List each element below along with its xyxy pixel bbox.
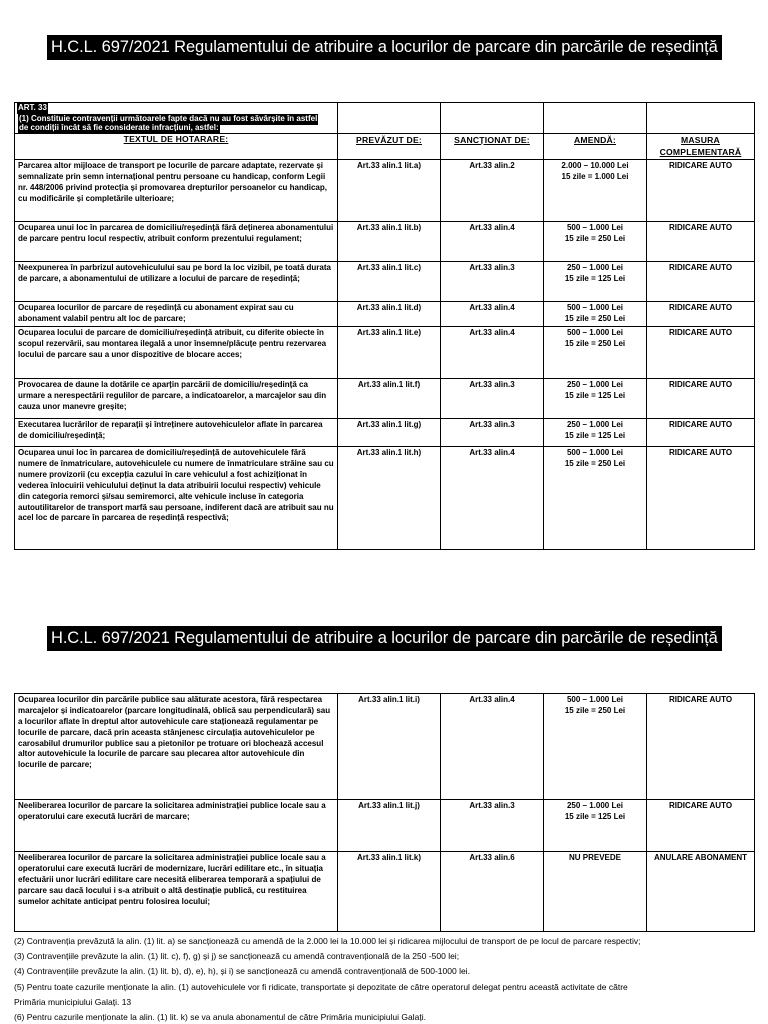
table-row [15, 262, 755, 302]
prevazut-cell: Art.33 alin.1 lit.d) [338, 302, 441, 327]
article-intro-cell [15, 103, 338, 134]
amenda-cell [544, 327, 647, 379]
prevazut-cell: Art.33 alin.1 lit.e) [338, 327, 441, 379]
amenda-cell [544, 379, 647, 419]
prevazut-cell: Art.33 alin.1 lit.b) [338, 222, 441, 262]
amenda-range: 500 – 1.000 Lei [566, 695, 624, 704]
prevazut-cell: Art.33 alin.1 lit.f) [338, 379, 441, 419]
amenda-cell [544, 160, 647, 222]
empty-cell [544, 103, 647, 134]
amenda-range: 500 – 1.000 Lei [566, 328, 624, 338]
table-row [15, 800, 755, 852]
page-title-repeat: H.C.L. 697/2021 Regulamentului de atribuire a locurilor de parcare din parcările de reședință [47, 626, 722, 651]
sanctionat-cell: Art.33 alin.2 [441, 160, 544, 222]
amenda-range: 250 – 1.000 Lei [566, 420, 624, 430]
amenda-cell [544, 694, 647, 800]
amenda-15-days: 15 zile = 125 Lei [564, 811, 626, 821]
column-header-sanctionat: SANCȚIONAT DE: [441, 134, 544, 160]
rule-text-cell: Ocuparea unui loc în parcarea de domiciliu/reședință fără deținerea abonamentului de parcare pentru locul respectiv, atribuit conform prezentului regulament; [15, 222, 338, 262]
amenda-cell [544, 852, 647, 932]
masura-cell: RIDICARE AUTO [647, 160, 755, 222]
amenda-range: 500 – 1.000 Lei [566, 303, 624, 313]
amenda-15-days: 15 zile = 125 Lei [564, 391, 626, 400]
masura-cell: RIDICARE AUTO [647, 800, 755, 852]
amenda-cell [544, 262, 647, 302]
amenda-15-days: 15 zile = 250 Lei [564, 339, 626, 348]
amenda-range: 500 – 1.000 Lei [566, 223, 624, 233]
table-row [15, 222, 755, 262]
masura-cell: RIDICARE AUTO [647, 302, 755, 327]
amenda-range: NU PREVEDE [568, 853, 621, 862]
amenda-range: 250 – 1.000 Lei [566, 263, 624, 273]
sanctionat-cell: Art.33 alin.4 [441, 222, 544, 262]
sanctionat-cell: Art.33 alin.4 [441, 447, 544, 550]
amenda-cell [544, 419, 647, 447]
footnote: (2) Contravenția prevăzută la alin. (1) lit. a) se sancționează cu amendă de la 2.000 lei la 10.000 lei și ridicarea mijlocului de transport de pe locul de parcare respectiv; [14, 936, 641, 946]
amenda-cell [544, 800, 647, 852]
table-row [15, 447, 755, 550]
amenda-range: 500 – 1.000 Lei [566, 448, 624, 458]
article-label: ART. 33 [18, 103, 47, 112]
amenda-cell [544, 222, 647, 262]
masura-cell: RIDICARE AUTO [647, 694, 755, 800]
sanctionat-cell: Art.33 alin.3 [441, 800, 544, 852]
regulations-table-1 [14, 102, 755, 550]
empty-cell [441, 103, 544, 134]
rule-text-cell: Neeliberarea locurilor de parcare la solicitarea administrației publice locale sau a operatorului care execută lucrări de marcare; [15, 800, 338, 852]
amenda-15-days: 15 zile = 250 Lei [564, 314, 626, 324]
column-header-text: TEXTUL DE HOTARARE: [15, 134, 338, 160]
footnote: Primăria municipiului Galați. 13 [14, 996, 132, 1007]
table-2-body [15, 694, 755, 932]
amenda-15-days: 15 zile = 250 Lei [564, 705, 626, 715]
prevazut-cell: Art.33 alin.1 lit.j) [338, 800, 441, 852]
page-title: H.C.L. 697/2021 Regulamentului de atribuire a locurilor de parcare din parcările de reședință [47, 35, 722, 60]
column-header-masura: MASURA COMPLEMENTARĂ [647, 134, 755, 160]
rule-text-cell: Executarea lucrărilor de reparații și întreținere autovehiculelor aflate în parcarea de domiciliu/reședință; [15, 419, 338, 447]
rule-text-cell: Neeliberarea locurilor de parcare la solicitarea administrației publice locale sau a operatorului care execută lucrări de modernizare, lucrări edilitare etc., în situația efectuării unor lucrări edilitare care necesită eliberarea temporară a spațiului de parcare sau dacă locului i s-a atribuit o altă destinație publică, cu restituirea sumelor achitate anticipat pentru folosirea locului; [15, 852, 338, 932]
rule-text-cell: Ocuparea locului de parcare de domiciliu/reședință atribuit, cu diferite obiecte în scopul rezervării, sau montarea ilegală a unor însemne/plăcuțe pentru rezervarea locului de parcare sau a unor dispozitive de blocare acces; [15, 327, 338, 379]
prevazut-cell: Art.33 alin.1 lit.k) [338, 852, 441, 932]
table-row [15, 419, 755, 447]
amenda-range: 250 – 1.000 Lei [566, 380, 624, 390]
rule-text-cell: Ocuparea unui loc în parcarea de domiciliu/reședință de autovehiculele fără numere de înmatriculare, autovehiculele cu numere de înmatriculare străine sau cu numere provizorii (cu excepția cazului în care vehiculul a fost achiziționat în vederea înlocuirii vehiculului deținut la data atribuirii locului respectiv) vehicule din categoria remorci și/sau semiremorci, alte vehicule incluse în categoria autoutilitarelor de transport marfă sau persoane, indiferent dacă are atribuit sau nu acel loc de parcare în parcarea de reședință respectivă; [15, 447, 338, 550]
amenda-15-days: 15 zile = 125 Lei [564, 431, 626, 440]
column-header-prevazut: PREVĂZUT DE: [338, 134, 441, 160]
sanctionat-cell: Art.33 alin.3 [441, 262, 544, 302]
footnote: (6) Pentru cazurile menționate la alin. (1) lit. k) se va anula abonamentul de către Primăria municipiului Galați. [14, 1012, 426, 1023]
table-row [15, 327, 755, 379]
empty-cell [338, 103, 441, 134]
masura-cell: RIDICARE AUTO [647, 379, 755, 419]
sanctionat-cell: Art.33 alin.4 [441, 327, 544, 379]
amenda-15-days: 15 zile = 1.000 Lei [561, 172, 629, 182]
amenda-15-days: 15 zile = 250 Lei [564, 234, 626, 244]
sanctionat-cell: Art.33 alin.4 [441, 302, 544, 327]
table-row [15, 302, 755, 327]
column-header-row [15, 134, 755, 160]
article-intro-line2: de condiții încât să fie considerate infracțiuni, astfel: [19, 123, 219, 132]
footnote: (3) Contravențiile prevăzute la alin. (1) lit. c), f), g) și j) se sancționează cu amendă contravențională de la 250 -500 lei; [14, 951, 460, 962]
article-intro-line1: (1) Constituie contravenții următoarele fapte dacă nu au fost săvârșite în astfel [19, 114, 318, 123]
amenda-15-days: 15 zile = 125 Lei [564, 274, 626, 284]
amenda-15-days: 15 zile = 250 Lei [564, 459, 626, 468]
sanctionat-cell: Art.33 alin.3 [441, 379, 544, 419]
sanctionat-cell: Art.33 alin.6 [441, 852, 544, 932]
masura-cell: RIDICARE AUTO [647, 447, 755, 550]
amenda-range: 2.000 – 10.000 Lei [561, 161, 629, 171]
prevazut-cell: Art.33 alin.1 lit.a) [338, 160, 441, 222]
prevazut-cell: Art.33 alin.1 lit.g) [338, 419, 441, 447]
prevazut-cell: Art.33 alin.1 lit.c) [338, 262, 441, 302]
sanctionat-cell: Art.33 alin.3 [441, 419, 544, 447]
rule-text-cell: Neexpunerea în parbrizul autovehiculului sau pe bord la loc vizibil, pe toată durata de parcare, a abonamentului de utilizare a locului de parcare de reședință; [15, 262, 338, 302]
masura-cell: RIDICARE AUTO [647, 327, 755, 379]
amenda-range: 250 – 1.000 Lei [566, 801, 624, 810]
amenda-cell [544, 302, 647, 327]
table-row [15, 694, 755, 800]
table-row [15, 379, 755, 419]
footnotes [14, 934, 759, 1024]
table-1-body [15, 160, 755, 550]
masura-cell: RIDICARE AUTO [647, 262, 755, 302]
table-row [15, 160, 755, 222]
masura-cell: RIDICARE AUTO [647, 419, 755, 447]
masura-cell: ANULARE ABONAMENT [647, 852, 755, 932]
footnote: (5) Pentru toate cazurile menționate la alin. (1) autovehiculele vor fi ridicate, transportate și depozitate de către operatorul delegat pentru această activitate de către [14, 981, 628, 992]
column-header-amenda: AMENDĂ: [544, 134, 647, 160]
regulations-table-2 [14, 693, 755, 932]
empty-cell [647, 103, 755, 134]
rule-text-cell: Ocuparea locurilor de parcare de reședință cu abonament expirat sau cu abonament valabil pentru alt loc de parcare; [15, 302, 338, 327]
footnote: (4) Contravențiile prevăzute la alin. (1) lit. b), d), e), h), și i) se sancționează cu amendă contravențională de 500-1000 lei. [14, 966, 470, 977]
rule-text-cell: Ocuparea locurilor din parcările publice sau alăturate acestora, fără respectarea marcajelor și indicatoarelor (parcare longitudinală, oblică sau perpendiculară) sau a locurilor aflate în dreptul altor autovehicule care staționează regulamentar pe locurile de parcare, dacă prin aceasta stânjenesc circulația autovehiculelor pe carosabilul drumurilor publice sau a pietonilor pe trotuare ori blochează accesul altor autovehicule la locurile de parcare sau plecarea altor autovehicule din locurile de parcare; [15, 694, 338, 800]
sanctionat-cell: Art.33 alin.4 [441, 694, 544, 800]
prevazut-cell: Art.33 alin.1 lit.i) [338, 694, 441, 800]
rule-text-cell: Provocarea de daune la dotările ce aparțin parcării de domiciliu/reședință ca urmare a nerespectării regulilor de parcare, a indicatoarelor, a marcajelor sau din cauza unor manevre greșite; [15, 379, 338, 419]
table-row [15, 852, 755, 932]
masura-cell: RIDICARE AUTO [647, 222, 755, 262]
amenda-cell [544, 447, 647, 550]
rule-text-cell: Parcarea altor mijloace de transport pe locurile de parcare adaptate, rezervate și semnalizate prin semn internațional pentru persoane cu handicap, conform Legii nr. 448/2006 privind protecția și promovarea drepturilor persoanelor cu handicap, cu modificările și completările ulterioare; [15, 160, 338, 222]
prevazut-cell: Art.33 alin.1 lit.h) [338, 447, 441, 550]
